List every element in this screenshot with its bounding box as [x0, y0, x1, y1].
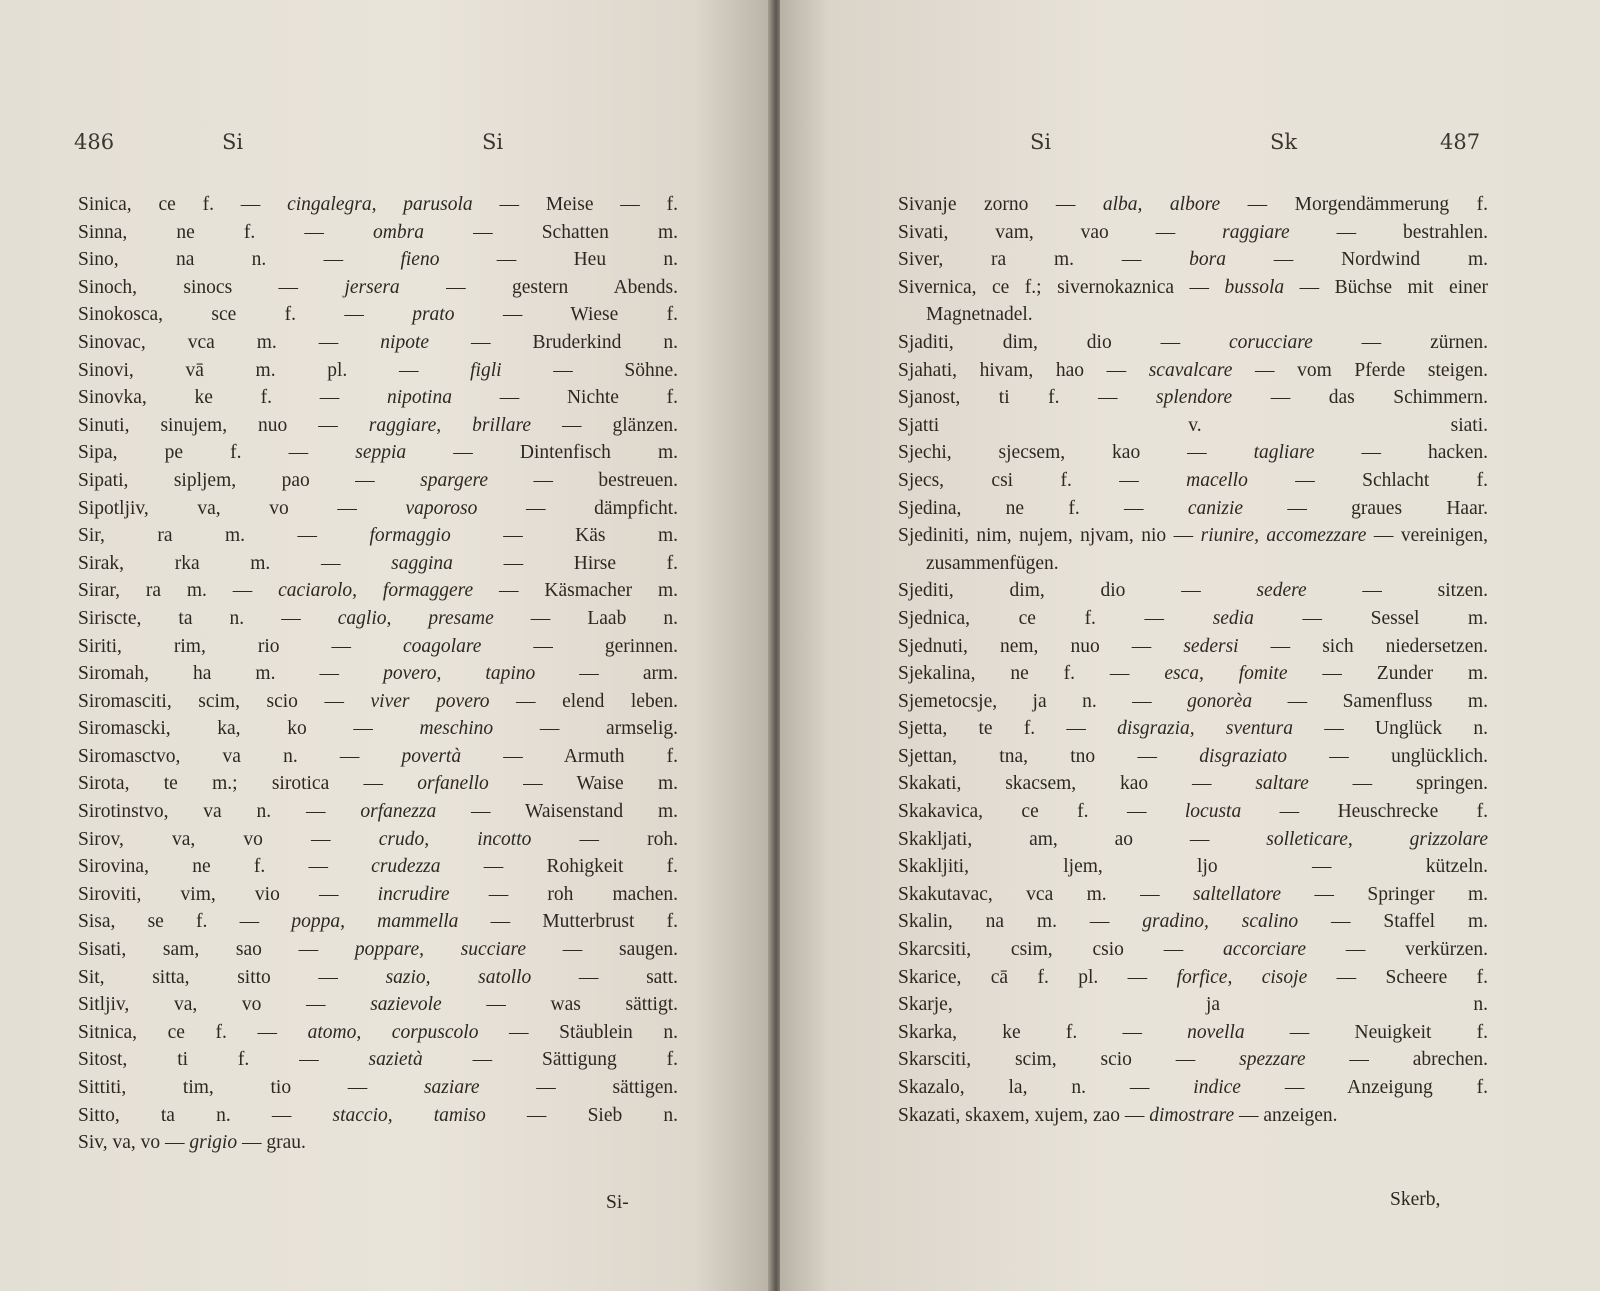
entry-german: glänzen. — [612, 414, 679, 436]
entry-italian: nipote — [380, 331, 430, 353]
entry-headword: Sivanje zorno — [898, 194, 1029, 215]
entry-headword: Skazati, skaxem, xujem, zao — [898, 1104, 1121, 1126]
dictionary-entry: Sjediti, dim, dio — sedere — sitzen. — [898, 580, 1488, 602]
entry-german: Springer m. — [1367, 883, 1489, 905]
dictionary-entry: Skarsciti, scim, scio — spezzare — abrechen. — [898, 1049, 1488, 1071]
entry-german: Samenfluss m. — [1342, 690, 1488, 712]
entry-italian: saggina — [391, 552, 453, 574]
dictionary-entry: Sinoch, sinocs — jersera — gestern Abends. — [78, 276, 679, 298]
dictionary-entry: Sjekalina, ne f. — esca, fomite — Zunder m. — [898, 663, 1489, 685]
entry-german: Hirse f. — [573, 552, 679, 574]
entry-headword: Sjetta, te f. — [898, 718, 1036, 740]
entry-german: Sättigung f. — [541, 1049, 678, 1071]
entry-italian: bussola — [1224, 276, 1285, 298]
entry-italian: caglio, presame — [337, 607, 494, 629]
entry-headword: Siromasciti, scim, scio — [78, 690, 298, 712]
dictionary-entry: Sittiti, tim, tio — saziare — sättigen. — [78, 1077, 679, 1098]
entry-italian: splendore — [1156, 387, 1233, 409]
dictionary-entry: Skakljati, am, ao — solleticare, grizzolare — [898, 828, 1489, 850]
entry-german: Waise m. — [576, 773, 678, 795]
entry-italian: sedersi — [1183, 635, 1239, 657]
header-right-letters: Si — [482, 130, 504, 154]
entry-italian: sedia — [1212, 607, 1254, 629]
entry-italian: locusta — [1184, 801, 1242, 823]
entry-german: roh. — [647, 828, 679, 850]
entry-headword: Sjaditi, dim, dio — [898, 331, 1112, 353]
dictionary-entry: Siromascki, ka, ko — meschino — armselig. — [78, 718, 679, 740]
entry-italian: sazievole — [370, 994, 442, 1016]
dictionary-entry: Sivanje zorno — alba, albore — Morgendämmerung f. — [898, 194, 1489, 215]
entry-german: Zunder m. — [1376, 663, 1489, 685]
catchword: Si- — [606, 1192, 629, 1213]
entry-german: Büchse mit einer Magnetnadel. — [926, 276, 1489, 326]
entry-german: Nordwind m. — [1341, 249, 1488, 271]
entry-italian: staccio, tamiso — [332, 1104, 486, 1126]
entry-german: Morgendämmerung f. — [1294, 194, 1489, 215]
dictionary-entry: Sjecs, csi f. — macello — Schlacht f. — [898, 469, 1489, 491]
entry-german: Laab n. — [587, 607, 678, 629]
dictionary-entry: Sit, sitta, sitto — sazio, satollo — satt. — [78, 966, 679, 988]
entry-headword: Sitljiv, va, vo — [78, 994, 262, 1016]
entry-italian: jersera — [344, 276, 400, 298]
entry-headword: Sipotljiv, va, vo — [78, 497, 289, 519]
entry-italian: prato — [412, 304, 455, 326]
entry-headword: Skarje, ja n. — [898, 994, 1488, 1016]
dictionary-entry: Sitost, ti f. — sazietà — Sättigung f. — [78, 1049, 678, 1071]
entry-headword: Sinica, ce f. — [78, 194, 214, 215]
entry-italian: disgraziato — [1199, 745, 1288, 767]
entry-headword: Sjahati, hivam, hao — [898, 359, 1084, 381]
header-left-letters: Si — [1030, 130, 1052, 154]
entry-german: verkürzen. — [1405, 939, 1489, 961]
entry-headword: Skalin, na m. — [898, 911, 1057, 933]
entry-italian: macello — [1186, 469, 1248, 491]
entry-headword: Siver, ra m. — [898, 249, 1075, 271]
dictionary-entry: Sjettan, tna, tno — disgraziato — unglücklich. — [898, 745, 1489, 767]
entry-german: elend leben. — [562, 690, 678, 712]
entry-headword: Skakutavac, vca m. — [898, 883, 1107, 905]
header-left-letters: Si — [222, 130, 244, 154]
entry-headword: Sjanost, ti f. — [898, 387, 1060, 409]
entry-headword: Sirota, te m.; sirotica — [78, 773, 330, 795]
dictionary-entry: Sitljiv, va, vo — sazievole — was sättigt. — [78, 994, 679, 1016]
entry-german: abrechen. — [1412, 1049, 1488, 1071]
entry-german: unglücklich. — [1391, 745, 1489, 767]
entry-italian: gonorèa — [1187, 690, 1253, 712]
entry-headword: Siv, va, vo — [78, 1132, 161, 1154]
entry-italian: esca, fomite — [1164, 663, 1288, 685]
left-entry-list — [78, 191, 678, 1157]
entry-german: arm. — [642, 663, 679, 685]
entry-german: dämpficht. — [594, 497, 679, 519]
entry-italian: gradino, scalino — [1142, 911, 1299, 933]
entry-headword: Sitnica, ce f. — [78, 1021, 227, 1043]
dictionary-entry: Sjaditi, dim, dio — corucciare — zürnen. — [898, 331, 1488, 353]
entry-headword: Skakavica, ce f. — [898, 801, 1089, 823]
entry-german: sich niedersetzen. — [1322, 635, 1488, 657]
entry-italian: nipotina — [386, 387, 452, 409]
entry-headword: Sirovina, ne f. — [78, 856, 266, 878]
entry-headword: Sitost, ti f. — [78, 1049, 250, 1071]
entry-german: roh machen. — [547, 883, 679, 905]
entry-headword: Sitto, ta n. — [78, 1104, 231, 1126]
entry-headword: Sit, sitta, sitto — [78, 966, 271, 988]
entry-german: vom Pferde steigen. — [1297, 359, 1489, 381]
entry-german: Heuschrecke f. — [1337, 801, 1489, 823]
entry-italian: orfanezza — [360, 801, 437, 823]
dictionary-entry: Sjednuti, nem, nuo — sedersi — sich niedersetzen. — [898, 635, 1488, 657]
dictionary-entry: Skarice, cā f. pl. — forfice, cisoje — Scheere f. — [898, 966, 1489, 988]
dictionary-entry: Skazati, skaxem, xujem, zao — dimostrare — anzeigen. — [898, 1104, 1338, 1126]
dictionary-entry: Siromasctvo, va n. — povertà — Armuth f. — [78, 745, 679, 767]
entry-italian: viver povero — [370, 690, 490, 712]
dictionary-entry — [898, 991, 1488, 1019]
entry-german: Neuigkeit f. — [1354, 1021, 1488, 1043]
dictionary-entry: Sinuti, sinujem, nuo — raggiare, brillare — glänzen. — [78, 414, 679, 436]
header-right-letters: Sk — [1270, 130, 1298, 154]
entry-italian: novella — [1187, 1021, 1245, 1043]
entry-german: Unglück n. — [1375, 718, 1489, 740]
entry-headword: Sjedina, ne f. — [898, 497, 1080, 519]
entry-headword: Sjediniti, nim, nujem, njvam, nio — [898, 525, 1167, 547]
entry-headword: Sjemetocsje, ja n. — [898, 690, 1097, 712]
entry-italian: alba, albore — [1102, 194, 1221, 215]
entry-german: vereinigen, zusammenfügen. — [926, 525, 1489, 574]
entry-headword: Sivernica, ce f.; sivernokaznica — [898, 276, 1175, 298]
entry-headword: Sipa, pe f. — [78, 442, 242, 464]
dictionary-entry: Siver, ra m. — bora — Nordwind m. — [898, 249, 1488, 271]
entry-headword: Sivati, vam, vao — [898, 221, 1109, 243]
dictionary-entry: Sjednica, ce f. — sedia — Sessel m. — [898, 607, 1489, 629]
entry-headword: Skakljati, am, ao — [898, 828, 1134, 850]
dictionary-entry: Sino, na n. — fieno — Heu n. — [78, 249, 679, 271]
entry-headword: Sirov, va, vo — [78, 828, 263, 850]
entry-german: bestreuen. — [598, 469, 679, 491]
dictionary-entry: Siv, va, vo — grigio — grau. — [78, 1132, 306, 1154]
entry-headword: Sino, na n. — [78, 249, 267, 271]
entry-german: Nichte f. — [566, 387, 679, 409]
entry-german: satt. — [646, 966, 679, 988]
left-page-header — [0, 130, 772, 160]
entry-italian: spezzare — [1239, 1049, 1306, 1071]
entry-italian: forfice, cisoje — [1176, 966, 1308, 988]
dictionary-entry: Skakavica, ce f. — locusta — Heuschrecke f. — [898, 801, 1489, 823]
entry-headword: Siromasctvo, va n. — [78, 745, 298, 767]
right-page-header — [780, 130, 1600, 160]
entry-italian: accorciare — [1223, 939, 1307, 961]
dictionary-entry: Skarka, ke f. — novella — Neuigkeit f. — [898, 1021, 1488, 1043]
dictionary-entry: Sinokosca, sce f. — prato — Wiese f. — [78, 304, 679, 326]
entry-headword: Sipati, sipljem, pao — [78, 469, 310, 491]
entry-headword: Siroviti, vim, vio — [78, 883, 280, 905]
entry-german: springen. — [1415, 773, 1488, 795]
entry-headword: Sjettan, tna, tno — [898, 745, 1096, 767]
entry-italian: fieno — [400, 249, 440, 271]
entry-italian: vaporoso — [405, 497, 478, 519]
dictionary-entry: Siriti, rim, rio — coagolare — gerinnen. — [78, 635, 678, 657]
entry-headword: Sinovac, vca m. — [78, 331, 277, 353]
dictionary-entry: Sipotljiv, va, vo — vaporoso — dämpficht. — [78, 497, 679, 519]
entry-italian: povertà — [401, 745, 462, 767]
entry-german: Sessel m. — [1370, 607, 1489, 629]
entry-german: saugen. — [619, 939, 679, 961]
entry-headword: Sinovka, ke f. — [78, 387, 273, 409]
dictionary-entry: Sjanost, ti f. — splendore — das Schimmern. — [898, 387, 1489, 409]
entry-german: graues Haar. — [1351, 497, 1489, 519]
entry-german: Anzeigung f. — [1347, 1077, 1488, 1098]
entry-headword: Sirotinstvo, va n. — [78, 801, 272, 823]
dictionary-entry: Sinovka, ke f. — nipotina — Nichte f. — [78, 387, 679, 409]
entry-german: Käs m. — [575, 525, 679, 547]
entry-headword: Skarcsiti, csim, csio — [898, 939, 1124, 961]
entry-headword: Sirak, rka m. — [78, 552, 271, 574]
entry-italian: solleticare, grizzolare — [1266, 828, 1489, 850]
entry-headword: Sinoch, sinocs — [78, 276, 233, 298]
entry-italian: bora — [1189, 249, 1226, 271]
dictionary-entry: Skazalo, la, n. — indice — Anzeigung f. — [898, 1077, 1488, 1098]
entry-german: gerinnen. — [604, 635, 678, 657]
entry-german: Rohigkeit f. — [546, 856, 678, 878]
entry-headword: Sjednuti, nem, nuo — [898, 635, 1100, 657]
page-number: 487 — [1440, 130, 1481, 154]
entry-german: gestern Abends. — [511, 276, 679, 298]
entry-italian: formaggio — [369, 525, 451, 547]
entry-italian: canizie — [1187, 497, 1244, 519]
entry-german: Dintenfisch m. — [519, 442, 679, 464]
entry-headword: Skarice, cā f. pl. — [898, 966, 1099, 988]
entry-italian: sedere — [1256, 580, 1307, 602]
entry-italian: saziare — [423, 1077, 480, 1098]
entry-italian: crudo, incotto — [378, 828, 532, 850]
dictionary-entry: Sjemetocsje, ja n. — gonorèa — Samenfluss m. — [898, 690, 1488, 712]
entry-italian: corucciare — [1229, 331, 1313, 353]
entry-italian: indice — [1193, 1077, 1241, 1098]
dictionary-entry: Sjechi, sjecsem, kao — tagliare — hacken. — [898, 442, 1489, 464]
entry-italian: saltare — [1255, 773, 1309, 795]
entry-headword: Skarsciti, scim, scio — [898, 1049, 1132, 1071]
entry-headword: Skazalo, la, n. — [898, 1077, 1086, 1098]
entry-german: kützeln. — [1425, 856, 1488, 878]
dictionary-entry: Skakljiti, ljem, ljo — kützeln. — [898, 856, 1488, 878]
entry-italian: poppare, succiare — [354, 939, 527, 961]
dictionary-entry: Siroviti, vim, vio — incrudire — roh machen. — [78, 883, 679, 905]
entry-headword: Sjediti, dim, dio — [898, 580, 1126, 602]
dictionary-entry: Sir, ra m. — formaggio — Käs m. — [78, 525, 679, 547]
entry-german: Schatten m. — [541, 221, 678, 243]
entry-german: sitzen. — [1437, 580, 1488, 602]
entry-german: Heu n. — [573, 249, 679, 271]
entry-german: was sättigt. — [550, 994, 679, 1016]
entry-headword: Sir, ra m. — [78, 525, 245, 547]
entry-german: Sieb n. — [587, 1104, 679, 1126]
entry-italian: sazio, satollo — [385, 966, 532, 988]
entry-headword: Sisati, sam, sao — [78, 939, 262, 961]
entry-italian: orfanello — [417, 773, 489, 795]
dictionary-entry: Sivati, vam, vao — raggiare — bestrahlen. — [898, 221, 1489, 243]
entry-italian: seppia — [355, 442, 407, 464]
entry-headword: Skakati, skacsem, kao — [898, 773, 1149, 795]
dictionary-entry: Skakati, skacsem, kao — saltare — springen. — [898, 773, 1488, 795]
entry-headword: Sjekalina, ne f. — [898, 663, 1076, 685]
dictionary-entry: Siriscte, ta n. — caglio, presame — Laab n. — [78, 607, 678, 629]
dictionary-entry: Sjahati, hivam, hao — scavalcare — vom Pferde steigen. — [898, 359, 1489, 381]
dictionary-entry: Siromasciti, scim, scio — viver povero — elend leben. — [78, 690, 678, 712]
dictionary-entry — [898, 412, 1488, 440]
entry-german: hacken. — [1427, 442, 1489, 464]
entry-italian: figli — [470, 359, 502, 381]
entry-german: zürnen. — [1430, 331, 1488, 353]
dictionary-entry: Sisa, se f. — poppa, mammella — Mutterbrust f. — [78, 911, 678, 933]
entry-italian: meschino — [419, 718, 494, 740]
dictionary-entry: Skalin, na m. — gradino, scalino — Staffel m. — [898, 911, 1488, 933]
entry-german: sättigen. — [612, 1077, 679, 1098]
entry-german: Staffel m. — [1383, 911, 1488, 933]
entry-headword: Sinokosca, sce f. — [78, 304, 297, 326]
entry-headword: Sinna, ne f. — [78, 221, 256, 243]
entry-headword: Sjatti v. siati. — [898, 414, 1488, 436]
entry-german: Käsmacher m. — [544, 580, 679, 602]
entry-german: anzeigen. — [1263, 1104, 1338, 1126]
entry-german: bestrahlen. — [1403, 221, 1489, 243]
entry-german: armselig. — [605, 718, 679, 740]
dictionary-entry: Sipa, pe f. — seppia — Dintenfisch m. — [78, 442, 679, 464]
dictionary-entry: Sirak, rka m. — saggina — Hirse f. — [78, 552, 679, 574]
dictionary-entry: Sjedina, ne f. — canizie — graues Haar. — [898, 497, 1489, 519]
dictionary-entry: Sinna, ne f. — ombra — Schatten m. — [78, 221, 678, 243]
entry-german: Mutterbrust f. — [542, 911, 678, 933]
entry-headword: Sjecs, csi f. — [898, 469, 1072, 491]
dictionary-entry: Sitto, ta n. — staccio, tamiso — Sieb n. — [78, 1104, 679, 1126]
entry-italian: cingalegra, parusola — [287, 194, 473, 215]
dictionary-entry: Sirotinstvo, va n. — orfanezza — Waisenstand m. — [78, 801, 678, 823]
entry-italian: dimostrare — [1149, 1104, 1235, 1126]
dictionary-entry: Sitnica, ce f. — atomo, corpuscolo — Stäublein n. — [78, 1021, 679, 1043]
entry-italian: sazietà — [368, 1049, 423, 1071]
dictionary-entry: Sirar, ra m. — caciarolo, formaggere — Käsmacher m. — [78, 580, 679, 602]
dictionary-entry: Sinica, ce f. — cingalegra, parusola — Meise — f. — [78, 194, 678, 215]
entry-italian: disgrazia, sventura — [1117, 718, 1294, 740]
entry-italian: saltellatore — [1192, 883, 1282, 905]
entry-headword: Skarka, ke f. — [898, 1021, 1078, 1043]
entry-italian: riunire, accomezzare — [1200, 525, 1367, 547]
entry-german: Scheere f. — [1385, 966, 1489, 988]
dictionary-entry: Sirov, va, vo — crudo, incotto — roh. — [78, 828, 679, 850]
right-page — [780, 0, 1600, 1291]
entry-headword: Sirar, ra m. — [78, 580, 207, 602]
entry-italian: grigio — [189, 1132, 238, 1154]
entry-headword: Sinovi, vā m. pl. — [78, 359, 348, 381]
entry-headword: Siromascki, ka, ko — [78, 718, 307, 740]
entry-italian: scavalcare — [1148, 359, 1233, 381]
entry-german: Söhne. — [624, 359, 679, 381]
dictionary-entry: Sinovac, vca m. — nipote — Bruderkind n. — [78, 331, 678, 353]
entry-german: grau. — [266, 1132, 306, 1154]
entry-german: das Schimmern. — [1328, 387, 1489, 409]
entry-headword: Sinuti, sinujem, nuo — [78, 414, 288, 436]
entry-headword: Sittiti, tim, tio — [78, 1077, 292, 1098]
entry-italian: raggiare, brillare — [368, 414, 532, 436]
entry-italian: raggiare — [1222, 221, 1290, 243]
entry-headword: Sjednica, ce f. — [898, 607, 1096, 629]
entry-headword: Skakljiti, ljem, ljo — [898, 856, 1218, 878]
left-page — [0, 0, 772, 1291]
catchword: Skerb, — [1390, 1189, 1441, 1210]
entry-german: Stäublein n. — [559, 1021, 679, 1043]
entry-headword: Siromah, ha m. — [78, 663, 276, 685]
entry-german: Meise — f. — [545, 194, 678, 215]
entry-italian: spargere — [420, 469, 489, 491]
entry-german: Wiese f. — [570, 304, 679, 326]
dictionary-entry: Siromah, ha m. — povero, tapino — arm. — [78, 663, 679, 685]
entry-italian: coagolare — [403, 635, 482, 657]
entry-german: Armuth f. — [563, 745, 679, 767]
page-number: 486 — [74, 130, 115, 154]
entry-headword: Sisa, se f. — [78, 911, 208, 933]
entry-italian: caciarolo, formaggere — [278, 580, 474, 602]
dictionary-entry: Sisati, sam, sao — poppare, succiare — saugen. — [78, 939, 679, 961]
dictionary-entry: Sivernica, ce f.; sivernokaznica — bussola — Büchse mit einer Magnetnadel. — [898, 276, 1489, 326]
entry-italian: tagliare — [1253, 442, 1315, 464]
entry-italian: atomo, corpuscolo — [307, 1021, 479, 1043]
entry-italian: incrudire — [377, 883, 450, 905]
dictionary-entry: Sjetta, te f. — disgrazia, sventura — Unglück n. — [898, 718, 1489, 740]
right-entry-list — [898, 191, 1488, 1129]
entry-german: Waisenstand m. — [525, 801, 678, 823]
entry-headword: Sjechi, sjecsem, kao — [898, 442, 1141, 464]
entry-italian: poppa, mammella — [291, 911, 459, 933]
entry-italian: ombra — [373, 221, 424, 243]
dictionary-entry: Sirovina, ne f. — crudezza — Rohigkeit f. — [78, 856, 678, 878]
dictionary-entry: Sirota, te m.; sirotica — orfanello — Waise m. — [78, 773, 678, 795]
entry-italian: povero, tapino — [383, 663, 536, 685]
dictionary-entry: Skarcsiti, csim, csio — accorciare — verkürzen. — [898, 939, 1489, 961]
dictionary-entry: Sinovi, vā m. pl. — figli — Söhne. — [78, 359, 679, 381]
entry-german: Schlacht f. — [1362, 469, 1489, 491]
entry-german: Bruderkind n. — [532, 331, 678, 353]
dictionary-entry: Skakutavac, vca m. — saltellatore — Springer m. — [898, 883, 1489, 905]
entry-headword: Siriscte, ta n. — [78, 607, 245, 629]
entry-italian: crudezza — [371, 856, 441, 878]
dictionary-entry: Sjediniti, nim, nujem, njvam, nio — riunire, accomezzare — vereinigen, zusammenfügen. — [898, 525, 1489, 574]
dictionary-entry: Sipati, sipljem, pao — spargere — bestreuen. — [78, 469, 679, 491]
entry-headword: Siriti, rim, rio — [78, 635, 280, 657]
